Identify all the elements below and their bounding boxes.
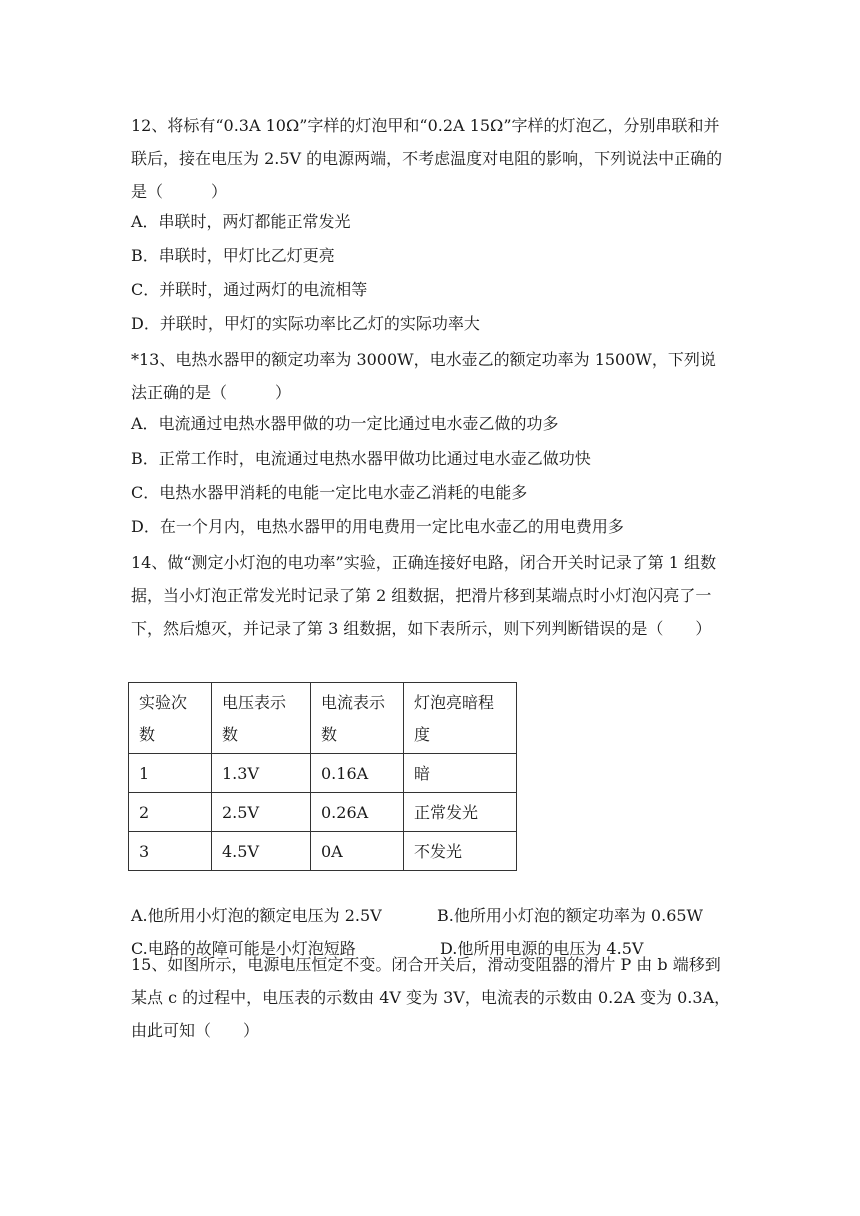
table-cell: 0A: [311, 832, 404, 871]
table-header-cell: 实验次数: [129, 683, 212, 754]
table-cell: 0.26A: [311, 793, 404, 832]
table-cell: 3: [129, 832, 212, 871]
table-cell: 4.5V: [212, 832, 311, 871]
question-12-stem: 12、将标有“0.3A 10Ω”字样的灯泡甲和“0.2A 15Ω”字样的灯泡乙，分别串联和并联后，接在电压为 2.5V 的电源两端，不考虑温度对电阻的影响，下列说法中正确的是（ ）: [131, 116, 723, 201]
question-14-option-b: B.他所用小灯泡的额定功率为 0.65W: [437, 906, 704, 925]
question-14-option-a: A.他所用小灯泡的额定电压为 2.5V: [131, 906, 382, 925]
table-cell: 正常发光: [404, 793, 517, 832]
question-15-stem: 15、如图所示，电源电压恒定不变。闭合开关后，滑动变阻器的滑片 P 由 b 端移到某点 c 的过程中，电压表的示数由 4V 变为 3V，电流表的示数由 0.2A 变为 0.3A，由此可知（ ）: [131, 955, 731, 1040]
table-header-cell: 灯泡亮暗程度: [404, 683, 517, 754]
question-13-option-a: A．电流通过电热水器甲做的功一定比通过电水壶乙做的功多: [131, 414, 559, 433]
table-cell: 2: [129, 793, 212, 832]
table-cell: 2.5V: [212, 793, 311, 832]
question-14-option-d: D.他所用电源的电压为 4.5V: [440, 939, 644, 958]
question-13-option-d: D．在一个月内，电热水器甲的用电费用一定比电水壶乙的用电费用多: [131, 517, 624, 536]
table-cell: 暗: [404, 754, 517, 793]
question-12-option-c: C．并联时，通过两灯的电流相等: [131, 280, 368, 299]
question-14-stem: 14、做“测定小灯泡的电功率”实验，正确连接好电路，闭合开关时记录了第 1 组数据，当小灯泡正常发光时记录了第 2 组数据，把滑片移到某端点时小灯泡闪亮了一下，然后熄灭，并记录了第 3 组数据，如下表所示，则下列判断错误的是（ ）: [131, 553, 717, 638]
question-14-option-c: C.电路的故障可能是小灯泡短路: [131, 939, 356, 958]
table-cell: 0.16A: [311, 754, 404, 793]
table-cell: 不发光: [404, 832, 517, 871]
question-12-option-a: A．串联时，两灯都能正常发光: [131, 212, 351, 231]
data-table: [128, 682, 517, 871]
table-row: [129, 793, 517, 832]
table-header-cell: 电压表示数: [212, 683, 311, 754]
question-13-option-c: C．电热水器甲消耗的电能一定比电水壶乙消耗的电能多: [131, 483, 528, 502]
question-12-option-d: D．并联时，甲灯的实际功率比乙灯的实际功率大: [131, 314, 480, 333]
question-13-stem: *13、电热水器甲的额定功率为 3000W，电水壶乙的额定功率为 1500W，下列说法正确的是（ ）: [131, 350, 716, 402]
question-13-option-b: B．正常工作时，电流通过电热水器甲做功比通过电水壶乙做功快: [131, 449, 591, 468]
table-cell: 1: [129, 754, 212, 793]
table-row: [129, 832, 517, 871]
table-row: [129, 754, 517, 793]
table-header-row: [129, 683, 517, 754]
table-cell: 1.3V: [212, 754, 311, 793]
table-header-cell: 电流表示数: [311, 683, 404, 754]
question-12-option-b: B．串联时，甲灯比乙灯更亮: [131, 246, 335, 265]
